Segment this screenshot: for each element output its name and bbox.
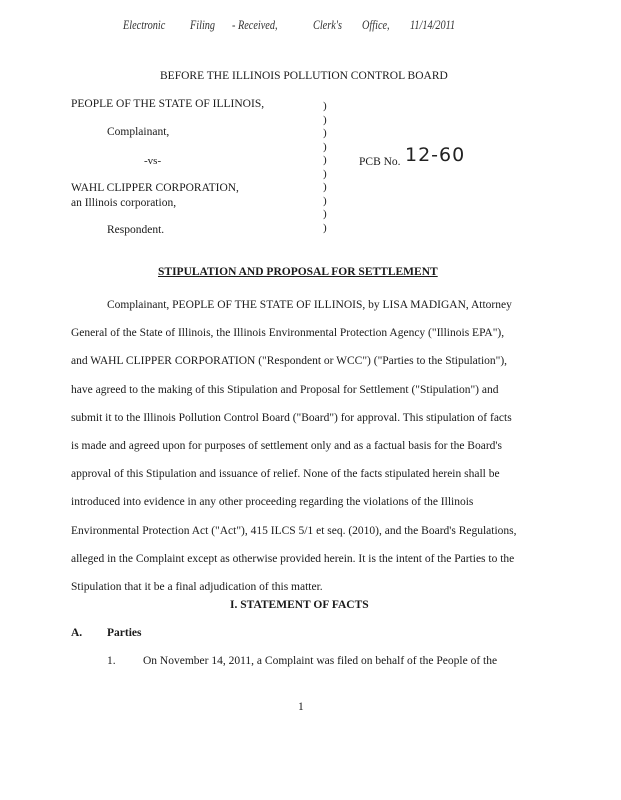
document-title: STIPULATION AND PROPOSAL FOR SETTLEMENT	[158, 266, 438, 278]
caption-paren: )	[323, 194, 327, 207]
body-line: is made and agreed upon for purposes of settlement only and as a factual basis for the Board's	[71, 440, 502, 453]
subsection-title: Parties	[107, 627, 142, 639]
body-line: and WAHL CLIPPER CORPORATION ("Respondent or WCC") ("Parties to the Stipulation"),	[71, 355, 508, 368]
stamp-office: Office,	[362, 18, 390, 32]
caption-paren: )	[323, 100, 327, 112]
caption-defendant-name: WAHL CLIPPER CORPORATION,	[71, 182, 239, 194]
caption-plaintiff: PEOPLE OF THE STATE OF ILLINOIS,	[71, 98, 265, 110]
caption-paren: )	[323, 154, 327, 166]
body-line: alleged in the Complaint except as otherwise provided herein. It is the intent of the Parties to the	[71, 552, 515, 565]
body-line: Stipulation that it be a final adjudication of this matter.	[71, 581, 323, 594]
subsection-letter: A.	[71, 627, 83, 639]
caption-complainant: Complainant,	[107, 126, 170, 138]
section-heading: I. STATEMENT OF FACTS	[230, 599, 369, 611]
stamp-electronic: Electronic	[123, 18, 166, 32]
board-heading: BEFORE THE ILLINOIS POLLUTION CONTROL BOARD	[160, 70, 448, 82]
case-number-handwritten: 12-60	[405, 144, 466, 166]
caption-paren: )	[323, 181, 327, 193]
body-line: General of the State of Illinois, the Illinois Environmental Protection Agency ("Illinois EPA"),	[71, 327, 505, 340]
stamp-filing: Filing	[190, 18, 216, 32]
caption-paren: )	[323, 167, 327, 180]
stamp-received: - Received,	[232, 18, 278, 32]
caption-paren: )	[323, 127, 327, 139]
caption-paren: )	[323, 208, 327, 220]
body-line: have agreed to the making of this Stipulation and Proposal for Settlement ("Stipulation") and	[71, 383, 499, 396]
para1-text: On November 14, 2011, a Complaint was filed on behalf of the People of the	[143, 655, 498, 667]
page-number: 1	[298, 701, 304, 713]
stamp-date: 11/14/2011	[410, 18, 456, 32]
para1-number: 1.	[107, 655, 116, 667]
caption-paren: )	[323, 221, 327, 234]
body-line: submit it to the Illinois Pollution Control Board ("Board") for approval. This stipulation of facts	[71, 411, 512, 424]
caption-respondent: Respondent.	[107, 224, 165, 236]
body-line: Environmental Protection Act ("Act"), 415 ILCS 5/1 et seq. (2010), and the Board's Regulations,	[71, 524, 517, 537]
case-label: PCB No.	[359, 156, 401, 168]
body-paragraph	[71, 291, 541, 601]
caption-defendant-type: an Illinois corporation,	[71, 197, 177, 209]
stamp-clerks: Clerk's	[313, 18, 342, 32]
caption-paren: )	[323, 113, 327, 126]
body-line: Complainant, PEOPLE OF THE STATE OF ILLINOIS, by LISA MADIGAN, Attorney	[107, 299, 512, 311]
caption-vs: -vs-	[144, 155, 162, 167]
caption-paren: )	[323, 140, 327, 153]
body-line: approval of this Stipulation and issuance of relief. None of the facts stipulated herein shall be	[71, 468, 500, 481]
body-line: introduced into evidence in any other proceeding regarding the violations of the Illinois	[71, 496, 474, 509]
caption-paren-column	[323, 100, 327, 235]
